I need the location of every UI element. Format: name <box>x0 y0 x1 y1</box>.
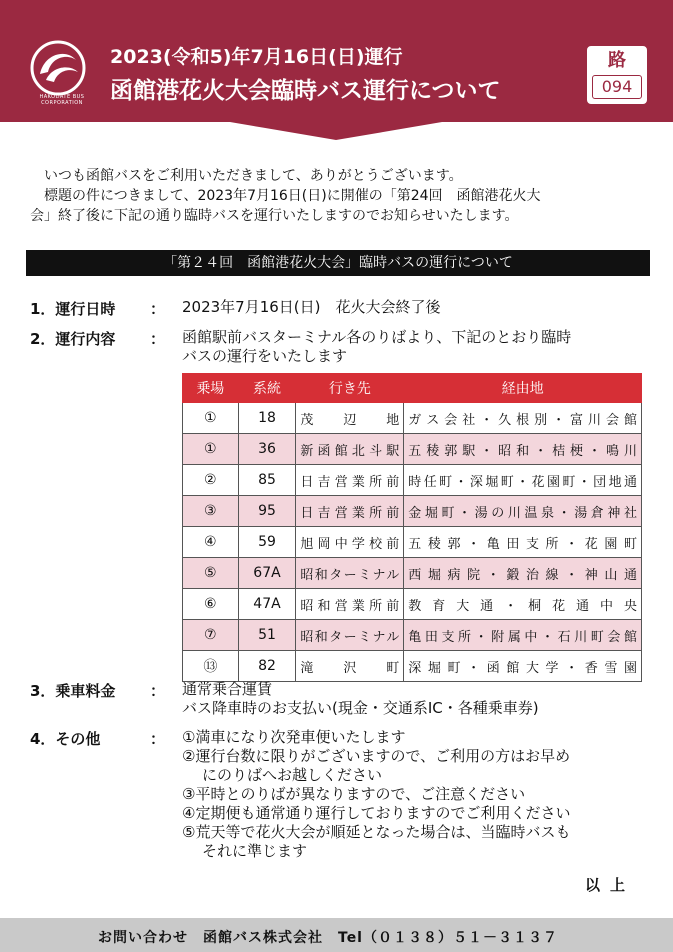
route-table <box>182 373 642 682</box>
table-row <box>183 651 642 682</box>
header-banner <box>0 0 673 122</box>
note-item-continued: それに準じます <box>202 842 308 860</box>
cell-destination: 昭和ターミナル <box>296 620 404 651</box>
header-via: 経由地 <box>404 374 642 403</box>
cell-stop: ① <box>183 434 239 465</box>
cell-via: 金堀町・湯の川温泉・湯倉神社 <box>404 496 642 527</box>
cell-destination: 新函館北斗駅 <box>296 434 404 465</box>
cell-via: 亀田支所・附属中・石川町会館 <box>404 620 642 651</box>
footer-bar <box>0 918 673 952</box>
cell-stop: ④ <box>183 527 239 558</box>
cell-stop: ③ <box>183 496 239 527</box>
section-value: 通常乗合運賃 <box>182 680 273 698</box>
section-label: 4．その他 <box>30 730 101 748</box>
cell-destination: 茂辺地 <box>296 403 404 434</box>
company-logo-icon <box>30 40 86 96</box>
note-item: ⑤荒天等で花火大会が順延となった場合は、当臨時バスも <box>182 823 571 841</box>
section-value: バスの運行をいたします <box>182 347 348 365</box>
intro-line: 会」終了後に下記の通り臨時バスを運行いたしますのでお知らせいたします。 <box>30 208 519 224</box>
section-value: 函館駅前バスターミナル各のりばより、下記のとおり臨時 <box>182 328 572 346</box>
cell-route: 95 <box>238 496 296 527</box>
cell-via: 西堀病院・鍛治線・神山通 <box>404 558 642 589</box>
section-colon: ： <box>150 682 166 700</box>
header-route: 系統 <box>238 374 296 403</box>
cell-via: 五稜郭駅・昭和・桔梗・鳴川 <box>404 434 642 465</box>
intro-text <box>30 166 645 226</box>
section-label: 3．乗車料金 <box>30 682 116 700</box>
cell-destination: 昭和ターミナル <box>296 558 404 589</box>
cell-stop: ⑥ <box>183 589 239 620</box>
cell-route: 82 <box>238 651 296 682</box>
section-label: 2．運行内容 <box>30 330 116 348</box>
note-item: ②運行台数に限りがございますので、ご利用の方はお早め <box>182 747 571 765</box>
table-row <box>183 496 642 527</box>
note-item: ④定期便も通常通り運行しておりますのでご利用ください <box>182 804 571 822</box>
section-colon: ： <box>150 330 166 348</box>
cell-via: ガス会社・久根別・富川会館 <box>404 403 642 434</box>
cell-destination: 旭岡中学校前 <box>296 527 404 558</box>
route-badge <box>587 46 647 104</box>
header-destination: 行き先 <box>296 374 404 403</box>
table-row <box>183 403 642 434</box>
intro-line: 標題の件につきまして、2023年7月16日(日)に開催の「第24回 函館港花火大 <box>44 188 541 204</box>
closing-text: 以上 <box>585 876 636 894</box>
logo-text: HAKODATE BUS CORPORATION <box>39 94 85 106</box>
table-row <box>183 620 642 651</box>
header-stop: 乗場 <box>183 374 239 403</box>
table-row <box>183 527 642 558</box>
cell-route: 59 <box>238 527 296 558</box>
cell-stop: ② <box>183 465 239 496</box>
note-item: ③平時とのりばが異なりますので、ご注意ください <box>182 785 526 803</box>
cell-route: 85 <box>238 465 296 496</box>
table-header-row <box>183 374 642 403</box>
cell-stop: ⑦ <box>183 620 239 651</box>
table-row <box>183 589 642 620</box>
header-main-title: 函館港花火大会臨時バス運行について <box>110 78 501 104</box>
route-badge-label: 路 <box>608 50 626 71</box>
section-title-bar: 「第２４回 函館港花火大会」臨時バスの運行について <box>26 250 650 276</box>
cell-route: 67A <box>238 558 296 589</box>
section-colon: ： <box>150 300 166 318</box>
cell-route: 47A <box>238 589 296 620</box>
cell-route: 51 <box>238 620 296 651</box>
contact-info: お問い合わせ 函館バス株式会社 Tel（０１３８）５１－３１３７ <box>98 930 558 946</box>
note-item: ①満車になり次発車便いたします <box>182 728 406 746</box>
table-row <box>183 434 642 465</box>
notes-list <box>182 728 652 861</box>
section-colon: ： <box>150 730 166 748</box>
cell-destination: 日吉営業所前 <box>296 465 404 496</box>
cell-via: 教育大通・桐花通中央 <box>404 589 642 620</box>
intro-line: いつも函館バスをご利用いただきまして、ありがとうございます。 <box>44 168 463 184</box>
cell-stop: ⑤ <box>183 558 239 589</box>
cell-destination: 昭和営業所前 <box>296 589 404 620</box>
cell-destination: 滝沢町 <box>296 651 404 682</box>
section-label: 1．運行日時 <box>30 300 116 318</box>
header-date-title: 2023(令和5)年7月16日(日)運行 <box>110 46 403 68</box>
cell-stop: ⑬ <box>183 651 239 682</box>
route-badge-number: 094 <box>592 75 642 99</box>
cell-stop: ① <box>183 403 239 434</box>
cell-via: 時任町・深堀町・花園町・団地通 <box>404 465 642 496</box>
section-value: バス降車時のお支払い(現金・交通系IC・各種乗車券) <box>182 699 539 717</box>
cell-route: 18 <box>238 403 296 434</box>
cell-via: 五稜郭・亀田支所・花園町 <box>404 527 642 558</box>
table-row <box>183 558 642 589</box>
cell-via: 深堀町・函館大学・香雪園 <box>404 651 642 682</box>
cell-route: 36 <box>238 434 296 465</box>
note-item-continued: にのりばへお越しください <box>202 766 383 784</box>
table-row <box>183 465 642 496</box>
section-value: 2023年7月16日(日) 花火大会終了後 <box>182 298 441 316</box>
cell-destination: 日吉営業所前 <box>296 496 404 527</box>
